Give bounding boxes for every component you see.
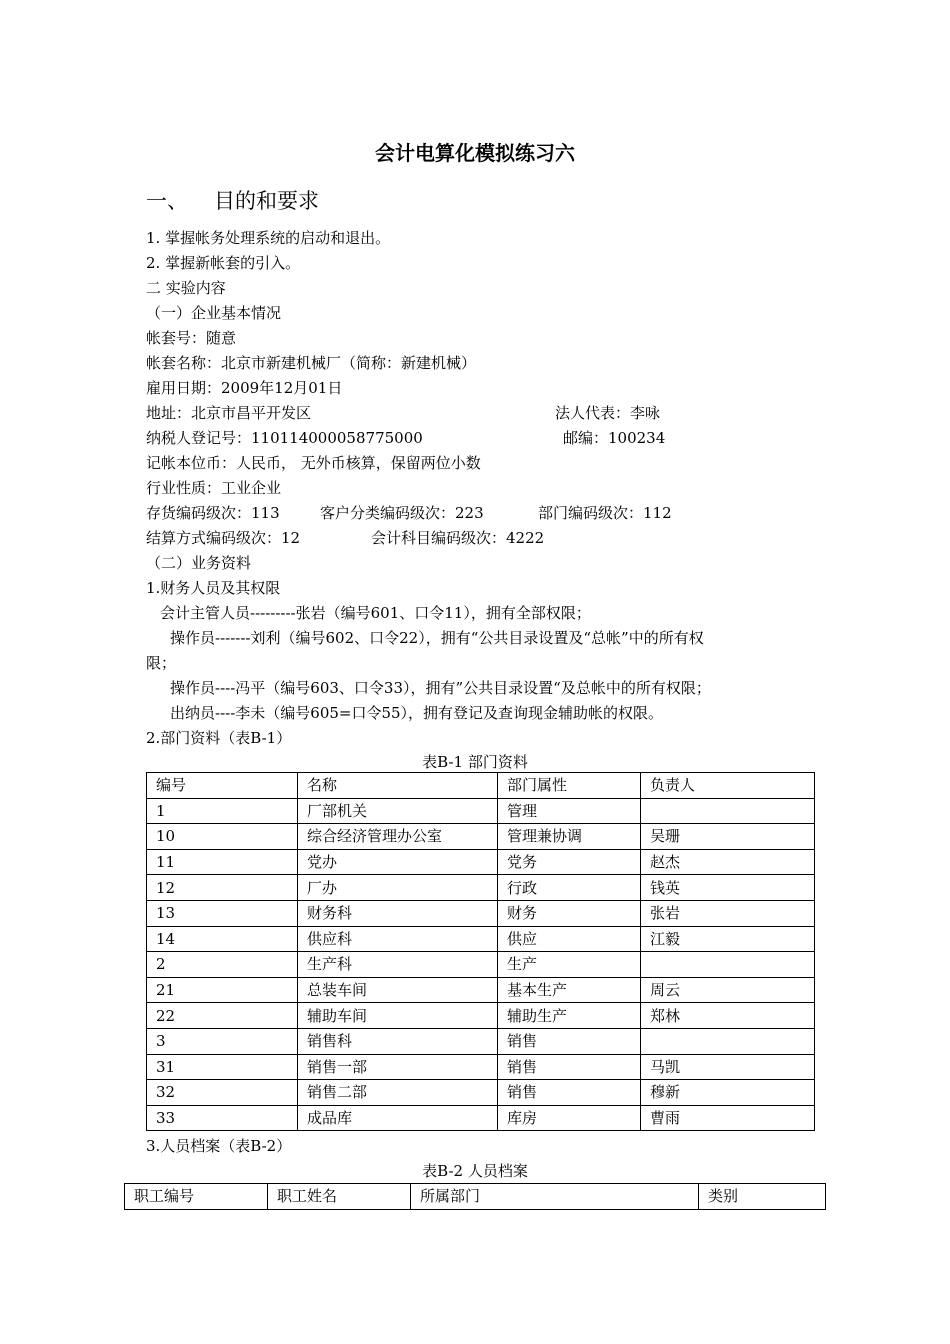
- staff-line: 限；: [146, 654, 177, 672]
- header-cell: 部门属性: [498, 773, 641, 799]
- table-cell: 曹雨: [641, 1105, 815, 1131]
- table-cell: 厂部机关: [298, 798, 498, 824]
- table-cell: 基本生产: [498, 977, 641, 1003]
- item-heading-departments: 2.部门资料（表B-1）: [146, 729, 292, 747]
- section-title: 目的和要求: [214, 189, 319, 213]
- table-row: [147, 952, 815, 978]
- goal-item: 2. 掌握新帐套的引入。: [146, 254, 301, 272]
- header-cell: 职工编号: [125, 1184, 268, 1210]
- table-cell: 供应科: [298, 926, 498, 952]
- header-cell: 职工姓名: [268, 1184, 411, 1210]
- table-cell: 辅助车间: [298, 1003, 498, 1029]
- table-cell: 22: [147, 1003, 298, 1029]
- table-cell: 33: [147, 1105, 298, 1131]
- table-cell: [641, 1028, 815, 1054]
- postcode: 邮编：100234: [563, 429, 666, 447]
- currency: 记帐本位币：人民币， 无外币核算，保留两位小数: [146, 454, 481, 472]
- legal-representative: 法人代表：李咏: [555, 404, 661, 422]
- account-no: 帐套号：随意: [146, 329, 237, 347]
- table-cell: 郑林: [641, 1003, 815, 1029]
- section-number: 一、: [146, 189, 188, 213]
- table-cell: 厂办: [298, 875, 498, 901]
- staff-line: 操作员-------刘利（编号602、口令22），拥有“公共目录设置及“总帐”中的所有权: [170, 629, 704, 647]
- table-cell: 总装车间: [298, 977, 498, 1003]
- table-cell: 1: [147, 798, 298, 824]
- table-cell: 财务科: [298, 900, 498, 926]
- table-cell: 成品库: [298, 1105, 498, 1131]
- table-cell: 21: [147, 977, 298, 1003]
- address: 地址：北京市昌平开发区: [146, 404, 312, 422]
- table-row: [147, 1054, 815, 1080]
- table-cell: 销售二部: [298, 1080, 498, 1106]
- inventory-code-levels: 存货编码级次：113: [146, 504, 280, 522]
- table-row: [147, 1080, 815, 1106]
- table-cell: 销售: [498, 1054, 641, 1080]
- table-row: [147, 977, 815, 1003]
- table-caption: 表B-2 人员档案: [422, 1162, 528, 1180]
- table-row: [147, 926, 815, 952]
- department-table: [146, 772, 815, 1131]
- staff-line: 出纳员----李未（编号605=口令55），拥有登记及查询现金辅助帐的权限。: [170, 704, 664, 722]
- table-cell: 生产: [498, 952, 641, 978]
- table-cell: 党务: [498, 849, 641, 875]
- table-row: [147, 849, 815, 875]
- industry: 行业性质：工业企业: [146, 479, 282, 497]
- table-cell: 供应: [498, 926, 641, 952]
- subject-code-levels: 会计科目编码级次：4222: [371, 529, 545, 547]
- table-row: [147, 1105, 815, 1131]
- account-name: 帐套名称：北京市新建机械厂（简称：新建机械）: [146, 354, 477, 372]
- table-cell: 周云: [641, 977, 815, 1003]
- table-cell: 江毅: [641, 926, 815, 952]
- table-cell: 11: [147, 849, 298, 875]
- table-cell: 3: [147, 1028, 298, 1054]
- header-cell: 负责人: [641, 773, 815, 799]
- table-cell: 赵杰: [641, 849, 815, 875]
- table-cell: 马凯: [641, 1054, 815, 1080]
- table-cell: [641, 798, 815, 824]
- department-code-levels: 部门编码级次：112: [538, 504, 672, 522]
- table-cell: 31: [147, 1054, 298, 1080]
- staff-line: 操作员----冯平（编号603、口令33），拥有”公共目录设置“及总帐中的所有权限；: [170, 679, 711, 697]
- table-caption: 表B-1 部门资料: [422, 753, 528, 771]
- table-row: [147, 1028, 815, 1054]
- table-cell: 钱英: [641, 875, 815, 901]
- table-cell: [641, 952, 815, 978]
- start-date: 雇用日期：2009年12月01日: [146, 379, 343, 397]
- item-heading-personnel: 3.人员档案（表B-2）: [146, 1137, 292, 1155]
- header-cell: 所属部门: [411, 1184, 699, 1210]
- table-cell: 销售一部: [298, 1054, 498, 1080]
- table-cell: 销售: [498, 1028, 641, 1054]
- document-title: 会计电算化模拟练习六: [375, 141, 575, 165]
- table-row: [147, 798, 815, 824]
- customer-code-levels: 客户分类编码级次：223: [320, 504, 484, 522]
- settlement-code-levels: 结算方式编码级次：12: [146, 529, 301, 547]
- section-heading-goals: [146, 187, 319, 215]
- staff-line: 会计主管人员---------张岩（编号601、口令11），拥有全部权限；: [160, 604, 591, 622]
- section-heading-content: 二 实验内容: [146, 279, 226, 297]
- table-cell: 党办: [298, 849, 498, 875]
- table-cell: 13: [147, 900, 298, 926]
- table-cell: 穆新: [641, 1080, 815, 1106]
- goal-item: 1. 掌握帐务处理系统的启动和退出。: [146, 229, 391, 247]
- table-row: [147, 824, 815, 850]
- table-cell: 吴珊: [641, 824, 815, 850]
- table-cell: 库房: [498, 1105, 641, 1131]
- table-cell: 管理兼协调: [498, 824, 641, 850]
- table-cell: 财务: [498, 900, 641, 926]
- subsection-heading-business: （二）业务资料: [146, 554, 252, 572]
- table-cell: 10: [147, 824, 298, 850]
- table-row: [147, 900, 815, 926]
- subsection-heading-company: （一）企业基本情况: [146, 304, 282, 322]
- header-cell: 名称: [298, 773, 498, 799]
- table-cell: 综合经济管理办公室: [298, 824, 498, 850]
- table-cell: 管理: [498, 798, 641, 824]
- table-cell: 生产科: [298, 952, 498, 978]
- personnel-table: [124, 1183, 826, 1210]
- tax-id: 纳税人登记号：110114000058775000: [146, 429, 423, 447]
- table-header-row: [125, 1184, 826, 1210]
- item-heading-staff: 1.财务人员及其权限: [146, 579, 281, 597]
- table-cell: 2: [147, 952, 298, 978]
- table-cell: 销售科: [298, 1028, 498, 1054]
- table-cell: 行政: [498, 875, 641, 901]
- table-cell: 12: [147, 875, 298, 901]
- table-header-row: [147, 773, 815, 799]
- header-cell: 类别: [699, 1184, 826, 1210]
- table-cell: 辅助生产: [498, 1003, 641, 1029]
- table-cell: 32: [147, 1080, 298, 1106]
- table-cell: 张岩: [641, 900, 815, 926]
- table-row: [147, 1003, 815, 1029]
- header-cell: 编号: [147, 773, 298, 799]
- table-cell: 14: [147, 926, 298, 952]
- table-cell: 销售: [498, 1080, 641, 1106]
- table-row: [147, 875, 815, 901]
